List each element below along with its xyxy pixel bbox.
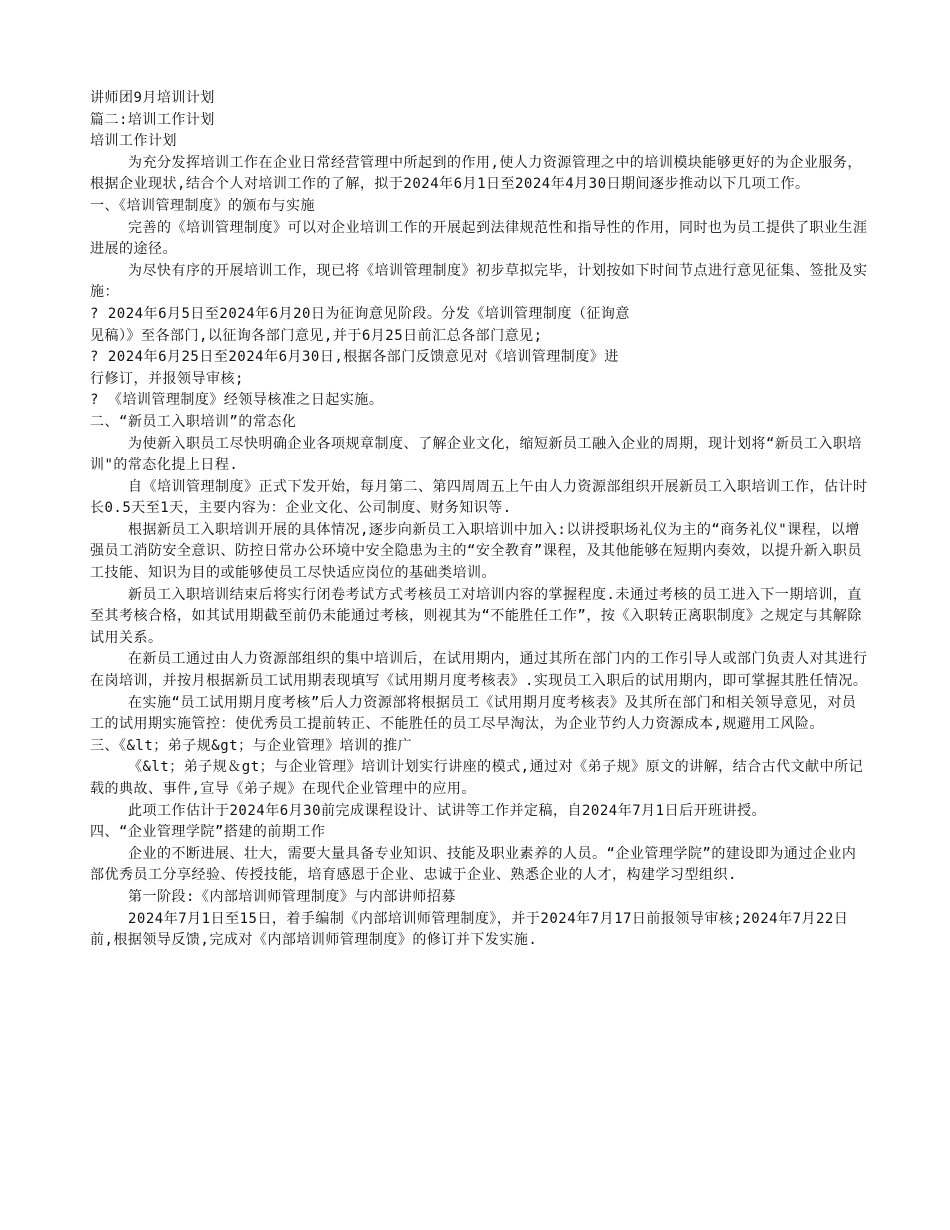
paragraph: 企业的不断进展、壮大，需要大量具备专业知识、技能及职业素养的人员。“企业管理学院”的建设即为通过企业内部优秀员工分享经验、传授技能，培育感恩于企业、忠诚于企业、熟悉企业的人才，构建学习型组织. [90, 845, 857, 884]
section-2-heading: 二、“新员工入职培训”的常态化 [90, 413, 297, 430]
doc-subtitle: 培训工作计划 [90, 133, 177, 150]
paragraph: 为尽快有序的开展培训工作，现已将《培训管理制度》初步草拟完毕，计划按如下时间节点进行意见征集、签批及实施： [90, 262, 868, 301]
doc-title: 讲师团9月培训计划 [90, 90, 215, 106]
document-body [90, 88, 870, 952]
paragraph: 根据新员工入职培训开展的具体情况,逐步向新员工入职培训中加入:以讲授职场礼仪为主的“商务礼仪"课程，以增强员工消防安全意识、防控日常办公环境中安全隐患为主的“安全教育”课程，及其他能够在短期内奏效，以提升新入职员工技能、知识为目的或能够使员工尽快适应岗位的基础类培训。 [90, 521, 862, 582]
chapter-heading: 篇二:培训工作计划 [90, 111, 215, 128]
list-item: ? 《培训管理制度》经领导核准之日起实施。 [90, 392, 384, 409]
paragraph: 在新员工通过由人力资源部组织的集中培训后，在试用期内，通过其所在部门内的工作引导人或部门负责人对其进行在岗培训，并按月根据新员工试用期表现填写《试用期月度考核表》.实现员工入职后的试用期内，即可掌握其胜任情况。 [90, 651, 868, 690]
list-item: ? 2024年6月5日至2024年6月20日为征询意见阶段。分发《培训管理制度（征询意 [90, 305, 630, 322]
paragraph: 新员工入职培训结束后将实行闭卷考试方式考核员工对培训内容的掌握程度.未通过考核的员工进入下一期培训，直至其考核合格，如其试用期截至前仍未能通过考核，则视其为“不能胜任工作”，按《入职转正离职制度》之规定与其解除试用关系。 [90, 586, 862, 646]
list-item-continuation: 见稿）》至各部门,以征询各部门意见,并于6月25日前汇总各部门意见; [90, 327, 543, 344]
phase-heading: 第一阶段:《内部培训师管理制度》与内部讲师招募 [128, 888, 456, 905]
intro-paragraph: 为充分发挥培训工作在企业日常经营管理中所起到的作用,使人力资源管理之中的培训模块能够更好的为企业服务，根据企业现状,结合个人对培训工作的了解，拟于2024年6月1日至2024年4月30日期间逐步推动以下几项工作。 [90, 154, 862, 193]
paragraph: 2024年7月1日至15日，着手编制《内部培训师管理制度》，并于2024年7月17日前报领导审核;2024年7月22日前,根据领导反馈,完成对《内部培训师管理制度》的修订并下发实施. [90, 910, 849, 949]
paragraph: 《&lt；弟子规＆gt；与企业管理》培训计划实行讲座的模式,通过对《弟子规》原文的讲解，结合古代文献中所记载的典故、事件,宣导《弟子规》在现代企业管理中的应用。 [90, 759, 864, 797]
section-4-heading: 四、“企业管理学院”搭建的前期工作 [90, 824, 326, 841]
paragraph: 在实施“员工试用期月度考核”后人力资源部将根据员工《试用期月度考核表》及其所在部门和相关领导意见，对员工的试用期实施管控：使优秀员工提前转正、不能胜任的员工尽早淘汰，为企业节约人力资源成本,规避用工风险。 [90, 694, 857, 733]
section-1-heading: 一、《培训管理制度》的颁布与实施 [90, 197, 315, 214]
list-item: ? 2024年6月25日至2024年6月30日,根据各部门反馈意见对《培训管理制度》进 [90, 349, 619, 366]
paragraph: 为使新入职员工尽快明确企业各项规章制度、了解企业文化，缩短新员工融入企业的周期，现计划将“新员工入职培训"的常态化提上日程. [90, 435, 862, 474]
section-3-heading: 三、《&lt；弟子规&gt；与企业管理》培训的推广 [90, 737, 413, 754]
paragraph: 此项工作估计于2024年6月30前完成课程设计、试讲等工作并定稿，自2024年7月1日后开班讲授。 [128, 802, 767, 819]
paragraph: 自《培训管理制度》正式下发开始，每月第二、第四周周五上午由人力资源部组织开展新员工入职培训工作，估计时长0.5天至1天，主要内容为：企业文化、公司制度、财务知识等. [90, 478, 868, 517]
list-item-continuation: 行修订，并报领导审核; [90, 370, 244, 387]
paragraph: 完善的《培训管理制度》可以对企业培训工作的开展起到法律规范性和指导性的作用，同时也为员工提供了职业生涯进展的途径。 [90, 219, 868, 258]
